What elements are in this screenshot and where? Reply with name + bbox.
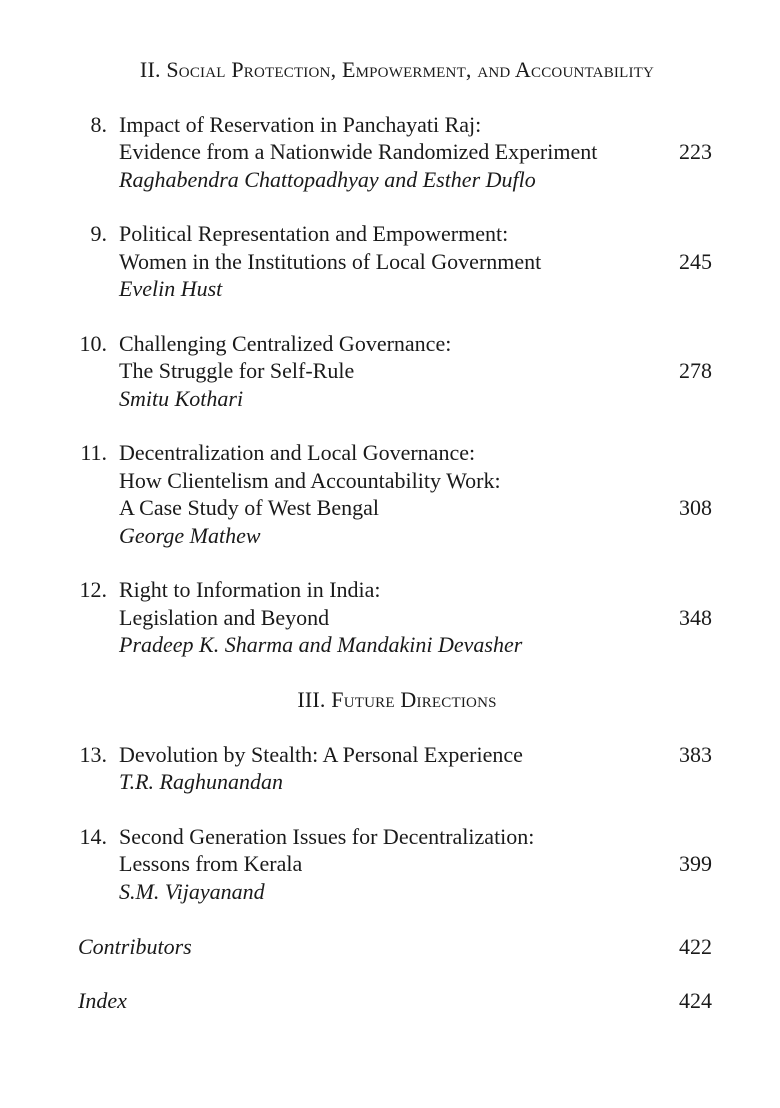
chapter-number: 10.	[79, 330, 107, 356]
entry-line	[0, 357, 780, 384]
author-line	[0, 385, 780, 412]
toc-entry	[0, 823, 780, 905]
chapter-title: Evidence from a Nationwide Randomized Experiment	[119, 139, 598, 165]
chapter-title: A Case Study of West Bengal	[119, 495, 379, 521]
entry-line	[0, 741, 780, 768]
toc-entry	[0, 111, 780, 193]
author-line	[0, 768, 780, 795]
entry-line	[0, 823, 780, 850]
entry-line	[0, 850, 780, 877]
toc-entry	[0, 576, 780, 658]
toc-entry	[0, 439, 780, 549]
chapter-number: 14.	[79, 823, 107, 849]
chapter-title: Legislation and Beyond	[119, 604, 330, 630]
author-line	[0, 166, 780, 193]
chapter-title: Challenging Centralized Governance:	[119, 330, 452, 356]
page-number: 422	[679, 933, 712, 959]
chapter-author: Evelin Hust	[119, 276, 223, 302]
chapter-number: 12.	[79, 577, 107, 603]
entry-line	[0, 467, 780, 494]
page-number: 424	[679, 988, 712, 1014]
page-number: 245	[679, 248, 712, 274]
page-number: 223	[679, 139, 712, 165]
back-matter-label: Index	[78, 988, 127, 1014]
page-number: 383	[679, 741, 712, 767]
entry-line	[0, 111, 780, 138]
entry-line	[0, 604, 780, 631]
author-line	[0, 522, 780, 549]
page-number: 308	[679, 495, 712, 521]
entry-line	[0, 494, 780, 521]
chapter-author: Smitu Kothari	[119, 385, 244, 411]
chapter-title: Decentralization and Local Governance:	[119, 440, 476, 466]
toc-entry	[0, 220, 780, 302]
chapter-author: T.R. Raghunandan	[119, 769, 283, 795]
chapter-title: Political Representation and Empowerment:	[119, 221, 509, 247]
chapter-title: How Clientelism and Accountability Work:	[119, 467, 501, 493]
section-heading: III. Future Directions	[297, 686, 497, 712]
entry-line	[0, 138, 780, 165]
chapter-title: Lessons from Kerala	[119, 851, 303, 877]
chapter-number: 8.	[90, 111, 107, 137]
chapter-title: Impact of Reservation in Panchayati Raj:	[119, 111, 482, 137]
entry-line	[0, 576, 780, 603]
author-line	[0, 878, 780, 905]
chapter-title: Second Generation Issues for Decentralization:	[119, 823, 535, 849]
chapter-number: 11.	[80, 440, 107, 466]
chapter-title: Right to Information in India:	[119, 577, 381, 603]
chapter-number: 9.	[90, 221, 107, 247]
back-matter-label: Contributors	[78, 933, 192, 959]
page-number: 399	[679, 851, 712, 877]
chapter-title: Devolution by Stealth: A Personal Experience	[119, 741, 523, 767]
toc-entry	[0, 741, 780, 796]
toc-entry	[0, 330, 780, 412]
chapter-title: Women in the Institutions of Local Government	[119, 248, 542, 274]
entry-line	[0, 248, 780, 275]
chapter-author: Pradeep K. Sharma and Mandakini Devasher	[119, 632, 523, 658]
author-line	[0, 631, 780, 658]
page-number: 278	[679, 358, 712, 384]
chapter-title: The Struggle for Self-Rule	[119, 358, 355, 384]
back-matter-entry	[0, 987, 780, 1014]
author-line	[0, 275, 780, 302]
entry-line	[0, 220, 780, 247]
page-number: 348	[679, 604, 712, 630]
back-matter-entry	[0, 933, 780, 960]
entry-line	[0, 330, 780, 357]
section-heading: II. Social Protection, Empowerment, and Accountability	[139, 57, 655, 82]
chapter-author: S.M. Vijayanand	[119, 878, 265, 904]
entry-line	[0, 439, 780, 466]
table-of-contents	[0, 56, 780, 1042]
chapter-author: George Mathew	[119, 522, 261, 548]
chapter-author: Raghabendra Chattopadhyay and Esther Duflo	[119, 166, 536, 192]
chapter-number: 13.	[79, 741, 107, 767]
